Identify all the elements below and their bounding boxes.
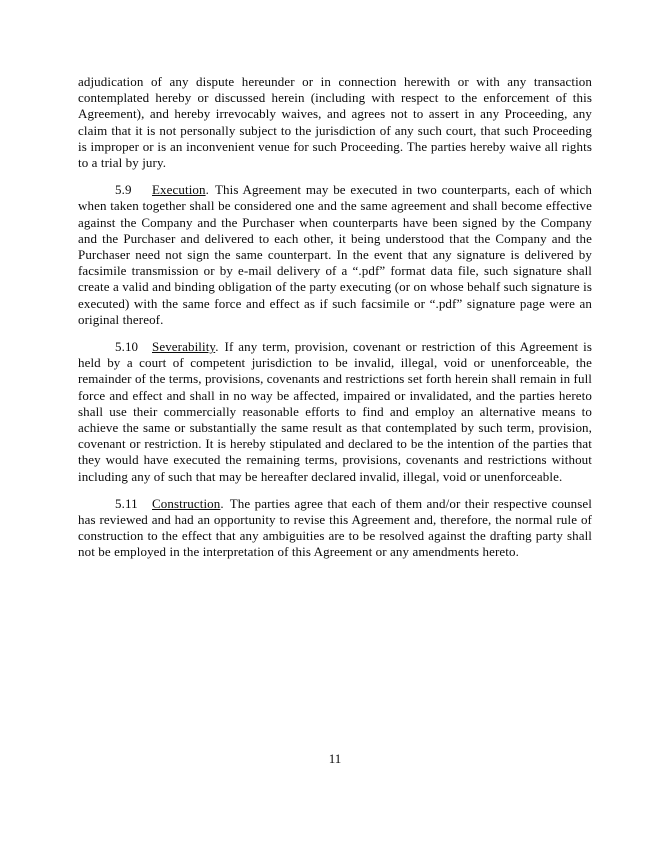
- section-title: Execution: [152, 182, 206, 198]
- page-number: 11: [328, 751, 342, 766]
- section-title: Severability: [152, 339, 216, 355]
- section-5-9: [78, 182, 592, 328]
- section-title-period: .: [215, 339, 219, 355]
- section-body: The parties agree that each of them and/or their respective counsel has reviewed and had an opportunity to revise this Agreement and, therefore, the normal rule of construction to the effect that any ambiguities are to be resolved against the drafting party shall not be employed in the interpretation of this Agreement or any amendments hereto.: [78, 495, 592, 560]
- section-title: Construction: [152, 495, 221, 511]
- document-content: [78, 74, 592, 572]
- section-5-11: [78, 496, 592, 561]
- section-title-period: .: [205, 182, 209, 198]
- intro-paragraph: adjudication of any dispute hereunder or in connection herewith or with any transaction contemplated hereby or discussed herein (including with respect to the enforcement of this Agreement), and hereby irrevocably waives, and agrees not to assert in any Proceeding, any claim that it is not personally subject to the jurisdiction of any such court, that such Proceeding is improper or is an inconvenient venue for such Proceeding. The parties hereby waive all rights to a trial by jury.: [78, 74, 592, 171]
- section-body: If any term, provision, covenant or restriction of this Agreement is held by a court of competent jurisdiction to be invalid, illegal, void or unenforceable, the remainder of the terms, provisions, covenants and restrictions set forth herein shall remain in full force and effect and shall in no way be affected, impaired or invalidated, and the parties hereto shall use their commercially reasonable efforts to find and employ an alternative means to achieve the same or substantially the same result as that contemplated by such term, provision, covenant or restriction. It is hereby stipulated and declared to be the intention of the parties that they would have executed the remaining terms, provisions, covenants and restrictions without including any of such that may be hereafter declared invalid, illegal, void or unenforceable.: [78, 339, 592, 484]
- section-5-10: [78, 339, 592, 485]
- section-title-period: .: [220, 495, 224, 511]
- section-number: 5.11: [115, 495, 138, 511]
- section-number: 5.10: [115, 339, 139, 355]
- section-number: 5.9: [115, 182, 132, 198]
- section-body: This Agreement may be executed in two counterparts, each of which when taken together shall be considered one and the same agreement and shall become effective against the Company and the Purchaser when counterparts have been signed by the Company and the Purchaser and delivered to each other, it being understood that the Company and the Purchaser need not sign the same counterpart. In the event that any signature is delivered by facsimile transmission or by e-mail delivery of a “.pdf” format data file, such signature shall create a valid and binding obligation of the party executing (or on whose behalf such signature is executed) with the same force and effect as if such facsimile or “.pdf” signature page were an original thereof.: [78, 182, 592, 327]
